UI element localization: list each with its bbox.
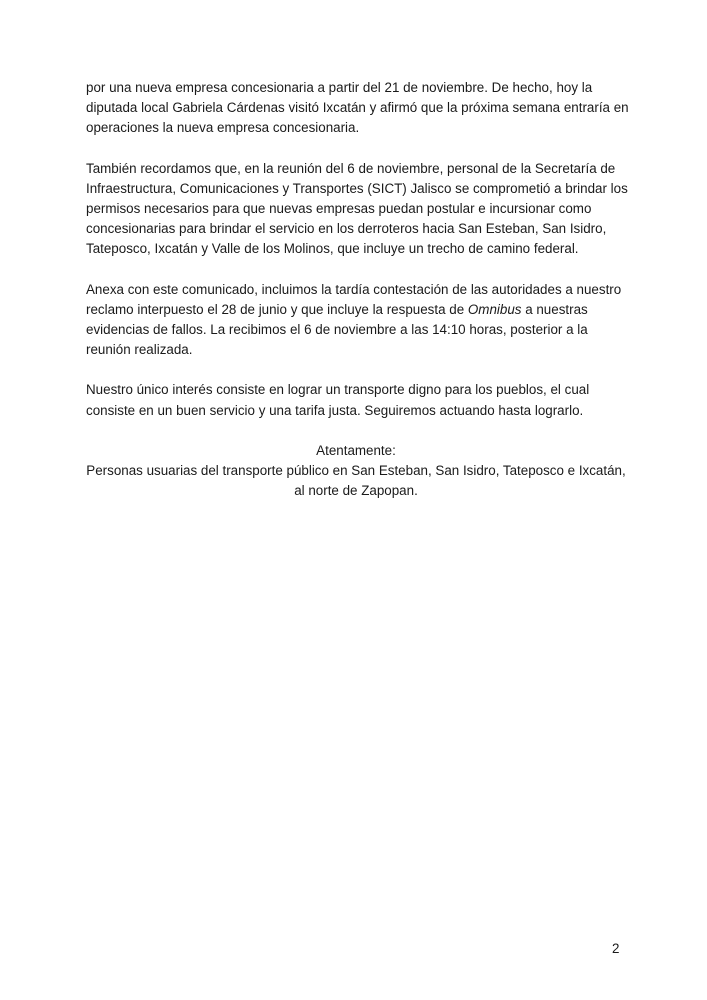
paragraph-concession-announcement [86, 78, 629, 139]
text-line: Nuestro único interés consiste en lograr un transporte digno para los pueblos, el cual [86, 382, 590, 398]
closing-block [86, 441, 626, 502]
paragraph-annex [86, 280, 626, 361]
text-line: por una nueva empresa concesionaria a partir del 21 de noviembre. De hecho, hoy la [86, 80, 593, 95]
italic-company-name: Omnibus [467, 301, 522, 317]
text-line: permisos necesarios para que nuevas empresas puedan postular e incursionar como [86, 201, 592, 217]
text-line: También recordamos que, en la reunión del 6 de noviembre, personal de la Secretaría de [86, 160, 616, 176]
page-number: 2 [612, 941, 620, 956]
text-line: consiste en un buen servicio y una tarifa justa. Seguiremos actuando hasta lograrlo. [86, 402, 584, 418]
signature-line: al norte de Zapopan. [294, 483, 418, 499]
text-line: evidencias de fallos. La recibimos el 6 de noviembre a las 14:10 horas, posterior a la [86, 322, 588, 338]
text-line: operaciones la nueva empresa concesionaria. [86, 120, 360, 136]
text-line: Anexa con este comunicado, incluimos la tardía contestación de las autoridades a nuestro [86, 281, 622, 297]
paragraph-interest-statement [86, 380, 626, 420]
text-line: diputada local Gabriela Cárdenas visitó Ixcatán y afirmó que la próxima semana entraría en [86, 100, 629, 116]
text-line: Tateposco, Ixcatán y Valle de los Molinos, que incluye un trecho de camino federal. [86, 241, 579, 257]
signature-line: Personas usuarias del transporte público en San Esteban, San Isidro, Tateposco e Ixcatán, [86, 463, 626, 479]
text-line: concesionarias para brindar el servicio en los derroteros hacia San Esteban, San Isidro, [86, 221, 607, 237]
document-page [86, 78, 629, 501]
text-line [86, 300, 626, 320]
text-segment: a nuestras [521, 301, 588, 317]
closing-salutation: Atentamente: [316, 442, 396, 458]
text-line: Infraestructura, Comunicaciones y Transportes (SICT) Jalisco se comprometió a brindar los [86, 180, 628, 196]
text-segment: reclamo interpuesto el 28 de junio y que incluye la respuesta de [86, 301, 468, 317]
paragraph-sict-commitment [86, 159, 626, 260]
text-line: reunión realizada. [86, 342, 193, 358]
